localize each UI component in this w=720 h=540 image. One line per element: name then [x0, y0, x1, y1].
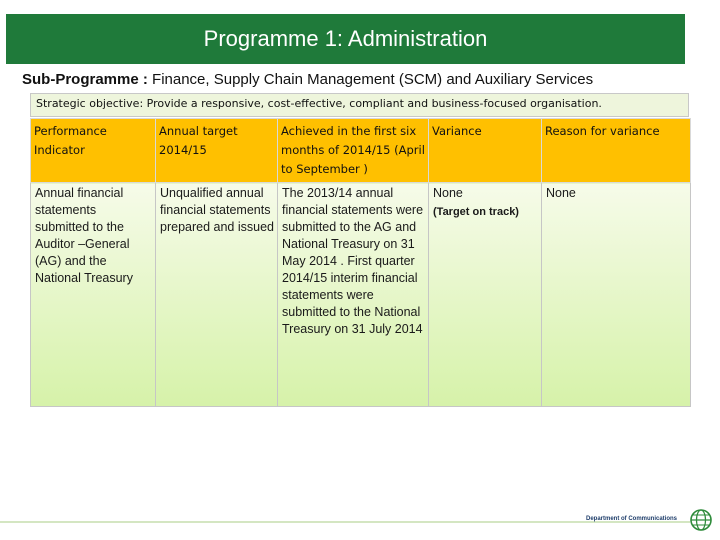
performance-table: [30, 118, 691, 407]
cell-achieved: The 2013/14 annual financial statements were submitted to the AG and National Treasury on 31 May 2014 . First quarter 2014/15 interim financial statements were submitted to the National Treasury on 31 July 2014: [278, 183, 429, 407]
header-annual-target: Annual target 2014/15: [156, 119, 278, 183]
strategic-objective: Strategic objective: Provide a responsive, cost-effective, compliant and business-focused organisation.: [30, 93, 689, 117]
variance-note: (Target on track): [433, 206, 519, 218]
cell-variance: [429, 183, 542, 407]
subprogramme-value: Finance, Supply Chain Management (SCM) and Auxiliary Services: [152, 71, 594, 88]
page-title: Programme 1: Administration: [203, 26, 488, 51]
footer-department-label: Department of Communications: [586, 516, 678, 522]
subprogramme-line: [22, 71, 593, 88]
cell-target: Unqualified annual financial statements prepared and issued: [156, 183, 278, 407]
header-performance-indicator: Performance Indicator: [31, 119, 156, 183]
cell-reason: None: [542, 183, 691, 407]
globe-icon: [690, 509, 712, 531]
header-achieved: Achieved in the first six months of 2014/15 (April to September ): [278, 119, 429, 183]
table-row: [31, 183, 691, 407]
page-title-bar: [6, 14, 685, 64]
table-header-row: [31, 119, 691, 183]
variance-value: None: [433, 186, 463, 200]
header-reason-for-variance: Reason for variance: [542, 119, 691, 183]
subprogramme-label: Sub-Programme :: [22, 71, 148, 88]
header-variance: Variance: [429, 119, 542, 183]
cell-indicator: Annual financial statements submitted to the Auditor –General (AG) and the National Treasury: [31, 183, 156, 407]
